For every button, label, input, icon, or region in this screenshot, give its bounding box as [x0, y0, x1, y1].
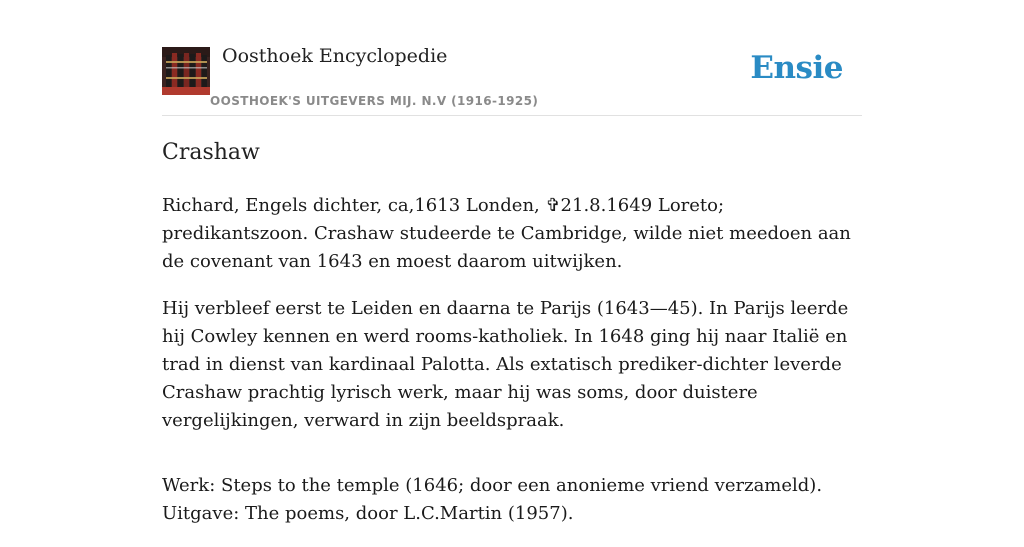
- brand-logo[interactable]: Ensie: [750, 50, 843, 86]
- entry-headword: Crashaw: [162, 140, 260, 165]
- encyclopedia-books-icon[interactable]: [162, 47, 210, 95]
- entry-paragraph: Werk: Steps to the temple (1646; door een anonieme vriend verzameld). Uitgave: The poems, door L.C.Martin (1957).: [162, 475, 823, 524]
- entry-body: [162, 192, 862, 547]
- publisher-label: OOSTHOEK'S UITGEVERS MIJ. N.V (1916-1925): [210, 94, 539, 108]
- entry-paragraph: Richard, Engels dichter, ca,1613 Londen, ✞21.8.1649 Loreto; predikantszoon. Crashaw studeerde te Cambridge, wilde niet meedoen aan de covenant van 1643 en moest daarom uitwijken.: [162, 195, 851, 272]
- header-divider: [162, 115, 862, 116]
- source-title[interactable]: Oosthoek Encyclopedie: [222, 45, 448, 67]
- entry-paragraph: Hij verbleef eerst te Leiden en daarna te Parijs (1643—45). In Parijs leerde hij Cowley kennen en werd rooms-katholiek. In 1648 ging hij naar Italië en trad in dienst van kardinaal Palotta. Als extatisch prediker-dichter leverde Crashaw prachtig lyrisch werk, maar hij was soms, door duistere vergelijkingen, verward in zijn beeldspraak.: [162, 298, 849, 431]
